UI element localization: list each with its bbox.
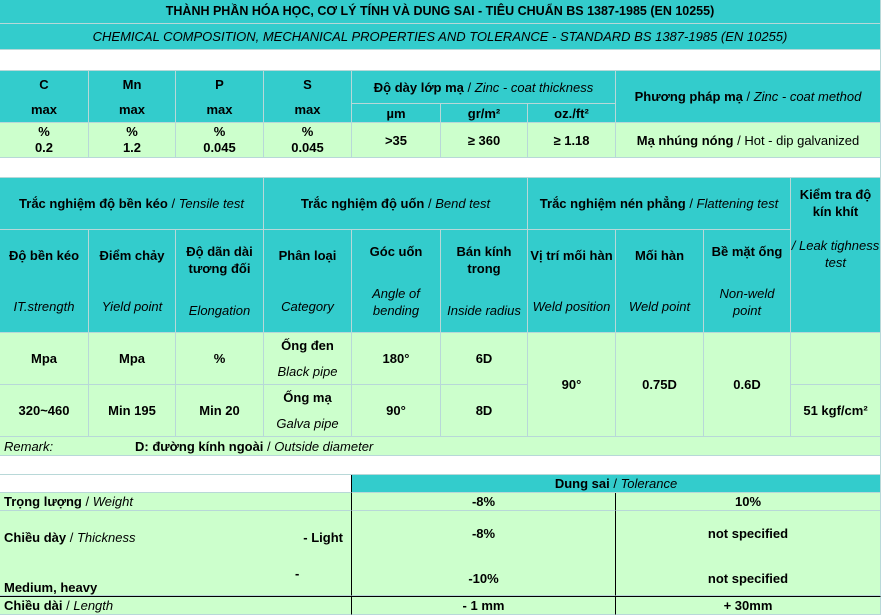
flat-en: Flattening test — [696, 196, 779, 211]
value-yield-point: Min 195 — [89, 385, 176, 437]
bend-en: Bend test — [435, 196, 491, 211]
bend-test-header: Trắc nghiệm độ uốn / Bend test — [264, 178, 528, 230]
length-label: Chiều dài / Length — [0, 596, 352, 615]
col-vn: Vị trí mối hàn — [530, 248, 613, 263]
tensile-test-header: Trắc nghiệm độ bền kéo / Tensile test — [0, 178, 264, 230]
chem-max: max — [294, 101, 321, 117]
remark-label: Remark: — [4, 438, 54, 454]
col-header-angle — [352, 230, 441, 333]
coat-thickness-header: Độ dày lớp mạ / Zinc - coat thickness — [352, 71, 616, 104]
col-en: Category — [281, 299, 334, 314]
col-header-yield-point — [89, 230, 176, 333]
coat-method-header: Phương pháp mạ / Zinc - coat method — [616, 71, 881, 123]
unit-it-strength: Mpa — [0, 333, 89, 385]
title-vn: THÀNH PHẦN HÓA HỌC, CƠ LÝ TÍNH VÀ DUNG SAI - TIÊU CHUẨN BS 1387-1985 (EN 10255) — [0, 0, 881, 24]
black-angle: 180° — [352, 333, 441, 385]
title-en: CHEMICAL COMPOSITION, MECHANICAL PROPERTIES AND TOLERANCE - STANDARD BS 1387-1985 (EN 10255) — [0, 24, 881, 50]
coat-value-ozft2: ≥ 1.18 — [528, 123, 616, 158]
coat-vn: Độ dày lớp mạ — [373, 79, 464, 95]
chem-header-p — [176, 71, 264, 123]
col-en: Elongation — [188, 303, 251, 319]
col-en: Yield point — [101, 299, 163, 314]
chem-value: 0.045 — [203, 140, 236, 155]
category-galva-pipe — [264, 385, 352, 437]
weight-plus: 10% — [616, 493, 881, 511]
weight-label: Trọng lượng / Weight — [0, 493, 352, 511]
chem-value-s — [264, 123, 352, 158]
length-en: Length — [73, 598, 114, 613]
col-en: IT.strength — [13, 299, 75, 314]
unit-yield-point: Mpa — [89, 333, 176, 385]
medium-minus: -10% — [352, 555, 616, 596]
weight-minus: -8% — [352, 493, 616, 511]
leak-en: / Leak tighness test — [791, 238, 880, 270]
galva-angle: 90° — [352, 385, 441, 437]
black-radius: 6D — [441, 333, 528, 385]
col-en: Weld point — [628, 299, 691, 314]
chem-unit: % — [38, 124, 50, 139]
chem-unit: % — [301, 124, 314, 139]
col-header-non-weld — [704, 230, 791, 333]
weld-point-value: 0.75D — [616, 333, 704, 437]
coat-en: Zinc - coat thickness — [474, 79, 594, 95]
col-en: Non-weld point — [719, 286, 775, 319]
value-it-strength: 320~460 — [0, 385, 89, 437]
category-en: Galva pipe — [276, 415, 339, 431]
col-en: Angle of bending — [372, 286, 420, 319]
thickness-label — [0, 511, 352, 596]
length-vn: Chiều dài — [4, 598, 63, 613]
tensile-vn: Trắc nghiệm độ bền kéo — [19, 196, 168, 211]
chem-value-c — [0, 123, 89, 158]
chem-name: Mn — [122, 76, 142, 92]
method-value-vn: Mạ nhúng nóng — [636, 132, 734, 148]
light-minus: -8% — [352, 511, 616, 555]
remark-d-vn: D: đường kính ngoài — [135, 438, 264, 454]
col-vn: Mối hàn — [634, 248, 685, 263]
flat-vn: Trắc nghiệm nén phẳng — [539, 196, 686, 211]
chem-value: 1.2 — [122, 140, 142, 155]
tolerance-blank — [0, 475, 352, 493]
chem-header-s — [264, 71, 352, 123]
thickness-medium: Medium, heavy — [4, 580, 98, 595]
weight-en: Weight — [92, 494, 133, 509]
weld-position-value: 90° — [528, 333, 616, 437]
coat-unit-ozft2: oz./ft² — [528, 104, 616, 123]
chem-name: C — [39, 76, 49, 92]
spacer-row — [0, 50, 881, 71]
tolerance-vn: Dung sai — [554, 476, 610, 491]
category-vn: Ống mạ — [283, 390, 332, 406]
category-vn: Ống đen — [281, 338, 334, 354]
col-header-radius — [441, 230, 528, 333]
thickness-vn: Chiều dày — [4, 530, 67, 545]
thickness-en: Thickness — [76, 530, 136, 545]
chem-unit: % — [213, 124, 226, 139]
col-en: Weld position — [532, 299, 611, 314]
col-vn: Điểm chảy — [99, 248, 165, 263]
col-header-weld-point — [616, 230, 704, 333]
col-header-weld-position — [528, 230, 616, 333]
spacer-row — [0, 456, 881, 475]
medium-plus: not specified — [616, 555, 881, 596]
method-en: Zinc - coat method — [753, 89, 862, 104]
chem-value-mn — [89, 123, 176, 158]
leak-test-header — [791, 178, 881, 333]
coat-value-grm2: ≥ 360 — [441, 123, 528, 158]
chem-header-c — [0, 71, 89, 123]
thickness-light: - Light — [303, 530, 343, 545]
col-vn: Góc uốn — [369, 243, 423, 259]
col-vn: Độ bền kéo — [8, 248, 80, 263]
coat-value-um: >35 — [352, 123, 441, 158]
chem-name: S — [303, 76, 312, 92]
leak-empty-cell — [791, 333, 881, 385]
col-header-elongation — [176, 230, 264, 333]
chem-unit: % — [126, 124, 138, 139]
chem-header-mn — [89, 71, 176, 123]
chem-value: 0.2 — [34, 140, 54, 155]
col-vn: Bán kính trong — [456, 243, 512, 276]
spacer-row — [0, 158, 881, 178]
flattening-test-header: Trắc nghiệm nén phẳng / Flattening test — [528, 178, 791, 230]
chem-value-p — [176, 123, 264, 158]
length-minus: - 1 mm — [352, 596, 616, 615]
coat-unit-um: µm — [352, 104, 441, 123]
col-header-it-strength — [0, 230, 89, 333]
chem-value: 0.045 — [291, 140, 324, 155]
category-black-pipe — [264, 333, 352, 385]
bend-vn: Trắc nghiệm độ uốn — [300, 196, 425, 211]
col-vn: Độ dãn dài tương đối — [186, 243, 253, 276]
remark-text: D: đường kính ngoài / Outside diameter — [135, 438, 374, 454]
thickness-title: Chiều dày / Thickness — [4, 530, 136, 545]
coat-method-value: Mạ nhúng nóng / Hot - dip galvanized — [616, 123, 881, 158]
non-weld-value: 0.6D — [704, 333, 791, 437]
tolerance-header: Dung sai / Tolerance — [352, 475, 881, 493]
chem-max: max — [118, 101, 146, 117]
length-plus: + 30mm — [616, 596, 881, 615]
coat-unit-grm2: gr/m² — [441, 104, 528, 123]
col-vn: Phân loại — [278, 248, 337, 263]
chem-max: max — [206, 101, 233, 117]
chem-max: max — [30, 101, 58, 117]
chem-name: P — [215, 76, 224, 92]
tolerance-en: Tolerance — [620, 476, 678, 491]
tensile-en: Tensile test — [178, 196, 244, 211]
unit-elongation: % — [176, 333, 264, 385]
value-elongation: Min 20 — [176, 385, 264, 437]
col-en: Inside radius — [447, 303, 521, 319]
leak-value: 51 kgf/cm² — [791, 385, 881, 437]
col-header-category — [264, 230, 352, 333]
remark-row — [0, 437, 881, 456]
remark-d-en: Outside diameter — [274, 438, 374, 454]
category-en: Black pipe — [277, 363, 338, 379]
col-vn: Bề mặt ống — [711, 243, 783, 259]
method-vn: Phương pháp mạ — [634, 89, 743, 104]
thickness-medium-dash: - — [295, 566, 300, 581]
light-plus: not specified — [616, 511, 881, 555]
leak-vn: Kiểm tra độ kín khít — [799, 187, 872, 219]
weight-vn: Trọng lượng — [4, 494, 82, 509]
method-value-en: Hot - dip galvanized — [744, 132, 860, 148]
galva-radius: 8D — [441, 385, 528, 437]
